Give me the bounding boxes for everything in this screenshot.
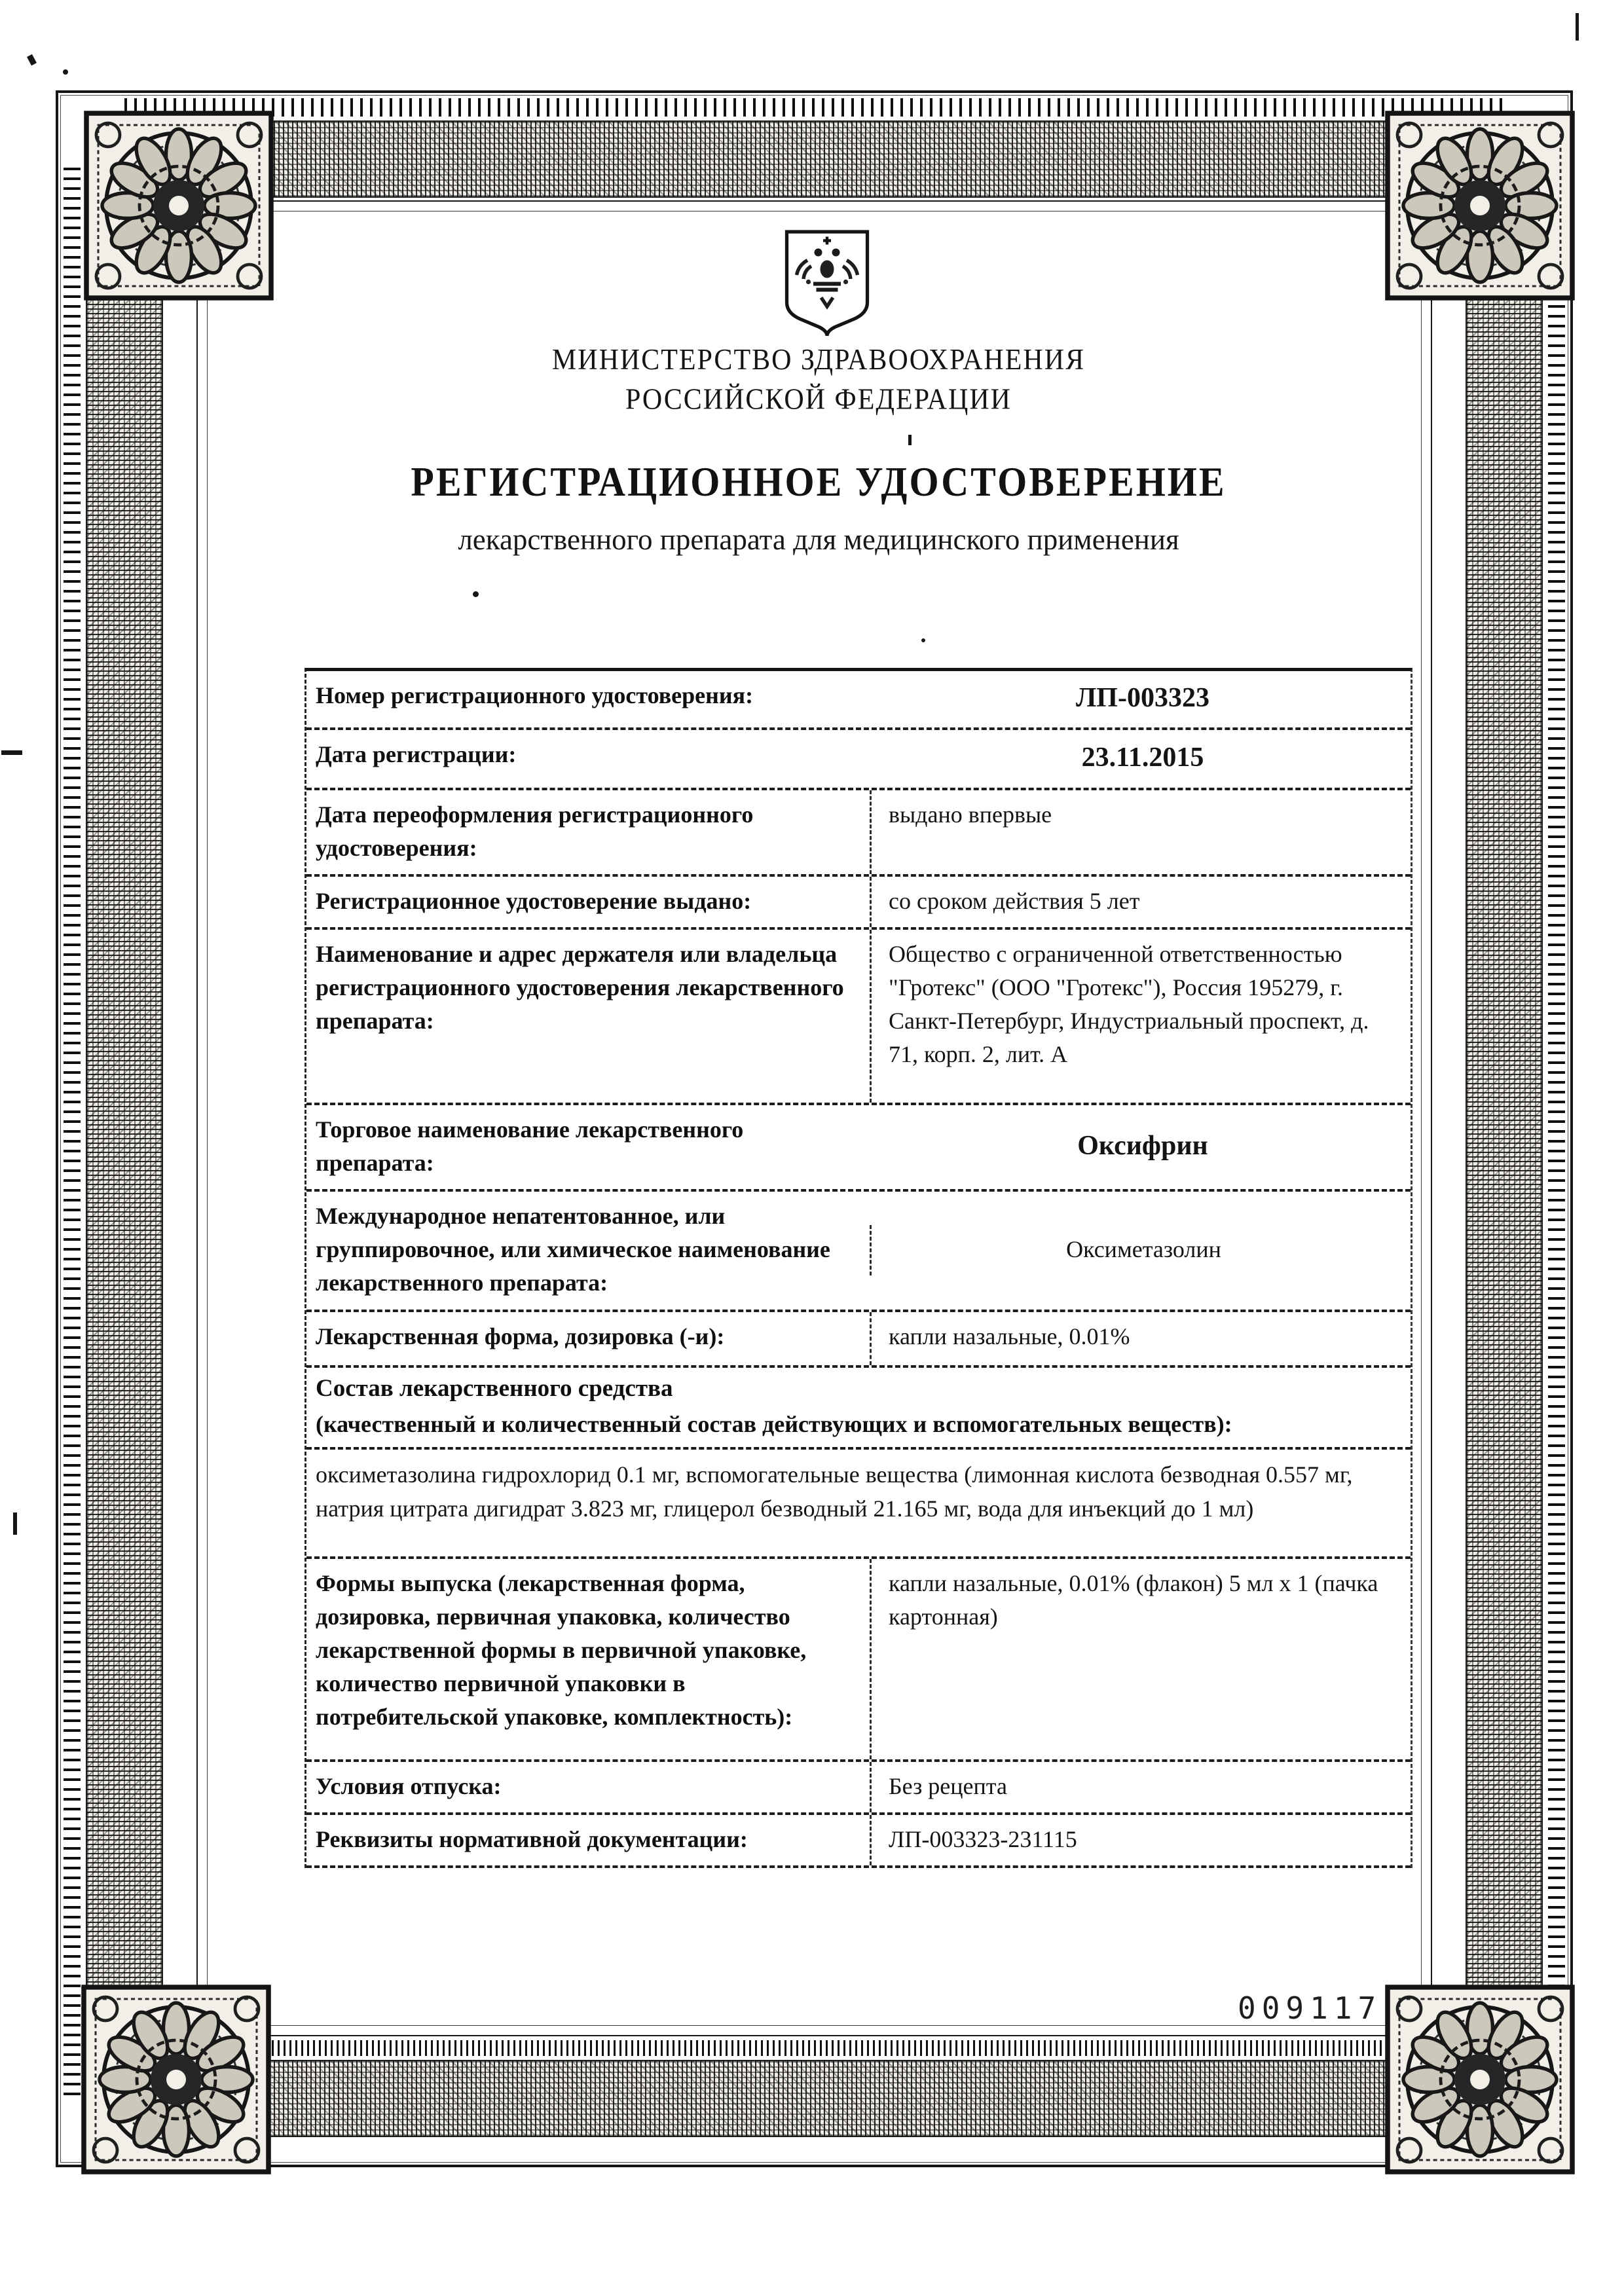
table-row-validity	[306, 877, 1411, 930]
corner-rosette-icon	[1382, 107, 1578, 304]
border-tick-strip-left	[64, 162, 81, 2095]
field-label: Дата переоформления регистрационного удостоверения:	[316, 801, 754, 861]
table-row-holder	[306, 930, 1411, 1105]
scan-speck	[1, 750, 22, 755]
field-value: Оксифрин	[1077, 1131, 1208, 1162]
field-value: Общество с ограниченной ответственностью "Гротекс" (ООО "Гротекс"), Россия 195279, г. Санкт-Петербург, Индустриальный проспект, д. 71, корп. 2, лит. А	[870, 930, 1411, 1103]
border-tick-strip-top	[124, 98, 1504, 117]
table-row-dosage-form	[306, 1312, 1411, 1368]
document-subtitle: лекарственного препарата для медицинского применения	[458, 523, 1179, 556]
scan-speck	[63, 69, 68, 75]
composition-subheading: (качественный и количественный состав действующих и вспомогательных веществ):	[316, 1410, 1232, 1437]
border-tick-strip-right	[1548, 162, 1565, 2095]
table-row-reissue-date	[306, 790, 1411, 877]
field-value: ЛП-003323	[1076, 683, 1209, 713]
composition-heading: Состав лекарственного средства	[316, 1374, 673, 1402]
table-row-release-forms	[306, 1559, 1411, 1762]
composition-body: оксиметазолина гидрохлорид 0.1 мг, вспомогательные вещества (лимонная кислота безводная 0.557 мг, натрия цитрата дигидрат 3.823 мг, глицерол безводный 21.165 мг, вода для инъекций до 1 мл)	[316, 1461, 1353, 1522]
field-value: выдано впервые	[870, 790, 1411, 874]
table-row-inn	[306, 1192, 1411, 1311]
table-row-trade-name	[306, 1105, 1411, 1192]
corner-rosette-icon	[78, 1981, 274, 2178]
scan-speck	[921, 638, 925, 642]
registration-table	[304, 668, 1412, 1868]
guilloche-band-right	[1466, 156, 1543, 2102]
guilloche-band-left	[86, 156, 163, 2102]
ministry-line-1: МИНИСТЕРСТВО ЗДРАВООХРАНЕНИЯ	[551, 343, 1086, 376]
scan-speck	[13, 1512, 17, 1535]
table-row-dispensing-conditions	[306, 1762, 1411, 1815]
serial-number: 009117	[1238, 1990, 1382, 2026]
corner-rosette-icon	[81, 107, 277, 304]
field-label: Наименование и адрес держателя или владельца регистрационного удостоверения лекарственного препарата:	[316, 940, 844, 1035]
table-row-registration-date	[306, 730, 1411, 790]
scan-speck	[473, 591, 479, 597]
field-value: 23.11.2015	[1081, 742, 1204, 773]
document-title: РЕГИСТРАЦИОННОЕ УДОСТОВЕРЕНИЕ	[411, 458, 1227, 505]
ministry-line-2: РОССИЙСКОЙ ФЕДЕРАЦИИ	[625, 383, 1012, 416]
field-label: Условия отпуска:	[316, 1772, 502, 1799]
field-label: Формы выпуска (лекарственная форма, дозировка, первичная упаковка, количество лекарственной формы в первичной упаковке, количество первичной упаковки в потребительской упаковке, комплектность):	[316, 1569, 807, 1730]
field-value: капли назальные, 0.01%	[870, 1312, 1411, 1365]
ministry-name	[386, 340, 1251, 420]
field-value: ЛП-003323-231115	[870, 1815, 1411, 1865]
field-value: Оксиметазолин	[870, 1225, 1411, 1275]
field-value: Без рецепта	[870, 1762, 1411, 1812]
scan-speck	[27, 54, 37, 65]
field-label: Международное непатентованное, или группировочное, или химическое наименование лекарственного препарата:	[316, 1203, 830, 1296]
field-value: со сроком действия 5 лет	[870, 877, 1411, 927]
table-row-composition	[306, 1368, 1411, 1559]
guilloche-band-top	[118, 120, 1511, 198]
field-label: Дата регистрации:	[316, 741, 517, 767]
guilloche-band-bottom	[118, 2060, 1511, 2137]
field-value: капли назальные, 0.01% (флакон) 5 мл х 1 (пачка картонная)	[870, 1559, 1411, 1759]
table-row-certificate-number	[306, 671, 1411, 730]
field-label: Лекарственная форма, дозировка (-и):	[316, 1323, 725, 1349]
corner-rosette-icon	[1382, 1981, 1578, 2178]
scan-speck	[908, 435, 912, 445]
field-label: Номер регистрационного удостоверения:	[316, 682, 754, 708]
field-label: Реквизиты нормативной документации:	[316, 1825, 748, 1852]
field-label: Регистрационное удостоверение выдано:	[316, 887, 752, 914]
scan-speck	[1576, 13, 1579, 41]
table-row-normative-docs	[306, 1815, 1411, 1868]
border-tick-strip-bottom	[124, 2040, 1504, 2056]
coat-of-arms-icon	[778, 228, 876, 336]
field-label: Торговое наименование лекарственного препарата:	[316, 1116, 744, 1177]
composition-divider	[306, 1447, 1411, 1450]
